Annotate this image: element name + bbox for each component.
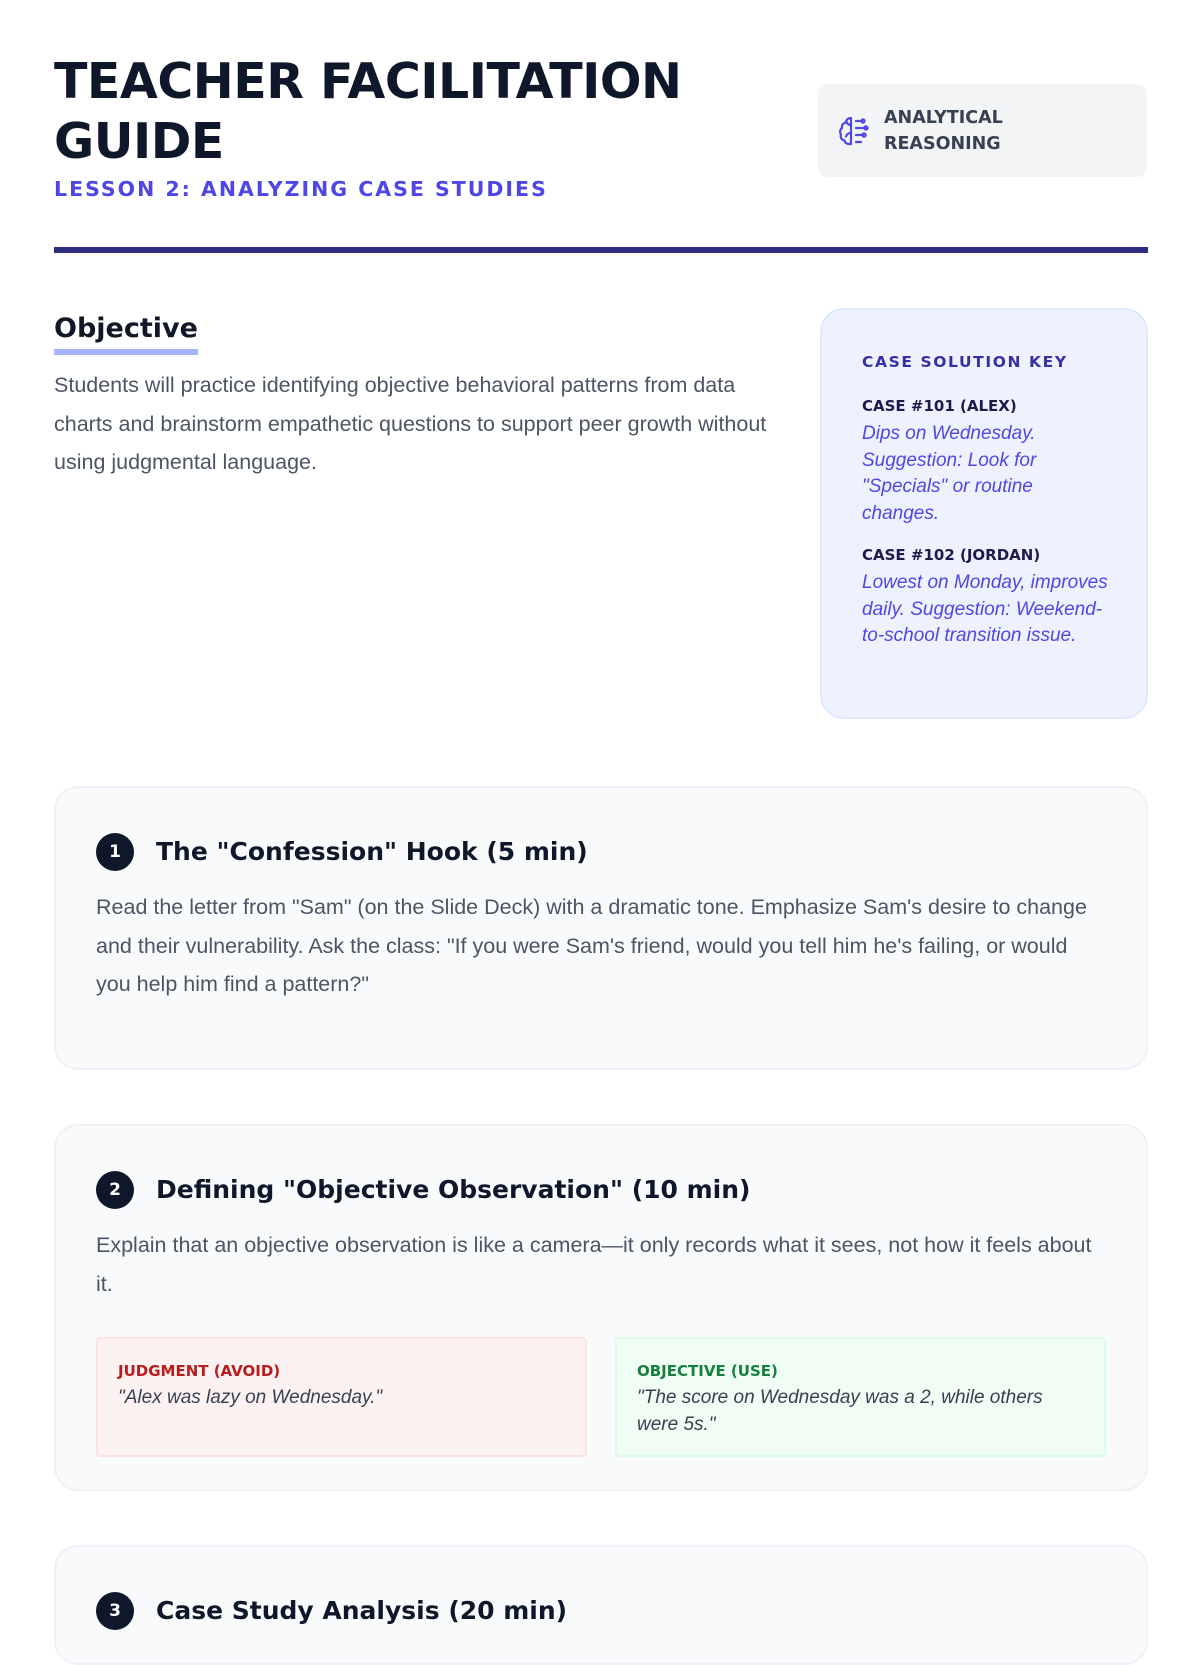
skill-label: ANALYTICAL REASONING <box>884 107 1003 154</box>
lesson-subtitle: LESSON 2: ANALYZING CASE STUDIES <box>54 177 548 201</box>
brain-icon <box>838 113 870 149</box>
step-number-badge: 1 <box>96 833 134 871</box>
page-title: TEACHER FACILITATION GUIDE <box>54 53 682 170</box>
step-card <box>54 1545 1148 1665</box>
step-title: Case Study Analysis (20 min) <box>156 1596 568 1625</box>
judgment-label: JUDGMENT (AVOID) <box>118 1362 281 1380</box>
objective-example-box <box>615 1337 1106 1457</box>
case-name: CASE #101 (ALEX) <box>862 397 1017 415</box>
case-name: CASE #102 (JORDAN) <box>862 546 1041 564</box>
header-divider <box>54 247 1148 253</box>
step-card <box>54 786 1148 1070</box>
step-header <box>96 1168 1106 1212</box>
judgment-example-box <box>96 1337 587 1457</box>
objective-quote: "The score on Wednesday was a 2, while others were 5s." <box>637 1387 1043 1435</box>
step-text: Explain that an objective observation is like a camera—it only records what it sees, not how it feels about it. <box>96 1233 1092 1296</box>
step-number-badge: 3 <box>96 1592 134 1630</box>
step-text: Read the letter from "Sam" (on the Slide Deck) with a dramatic tone. Emphasize Sam's desire to change and their vulnerability. Ask the class: "If you were Sam's friend, would you tell him he's failing, or would you help him find a pattern?" <box>96 895 1087 996</box>
objective-label: OBJECTIVE (USE) <box>637 1362 778 1380</box>
step-number-badge: 2 <box>96 1171 134 1209</box>
solution-key-title: CASE SOLUTION KEY <box>862 353 1068 371</box>
step-title: Defining "Objective Observation" (10 min) <box>156 1175 751 1204</box>
step-title: The "Confession" Hook (5 min) <box>156 837 588 866</box>
judgment-quote: "Alex was lazy on Wednesday." <box>118 1387 383 1408</box>
case-note: Dips on Wednesday. Suggestion: Look for "Specials" or routine changes. <box>862 423 1037 524</box>
skill-badge <box>818 84 1147 177</box>
objective-heading: Objective <box>54 311 198 355</box>
step-card <box>54 1124 1148 1491</box>
case-note: Lowest on Monday, improves daily. Suggestion: Weekend-to-school transition issue. <box>862 572 1108 646</box>
objective-text: Students will practice identifying objective behavioral patterns from data charts and brainstorm empathetic questions to support peer growth without using judgmental language. <box>54 373 767 474</box>
step-header <box>96 1589 1106 1633</box>
case-entry <box>862 396 1108 527</box>
case-solution-key <box>820 308 1148 719</box>
comparison-row <box>96 1337 1106 1457</box>
case-entry <box>862 545 1108 650</box>
step-header <box>96 830 1106 874</box>
